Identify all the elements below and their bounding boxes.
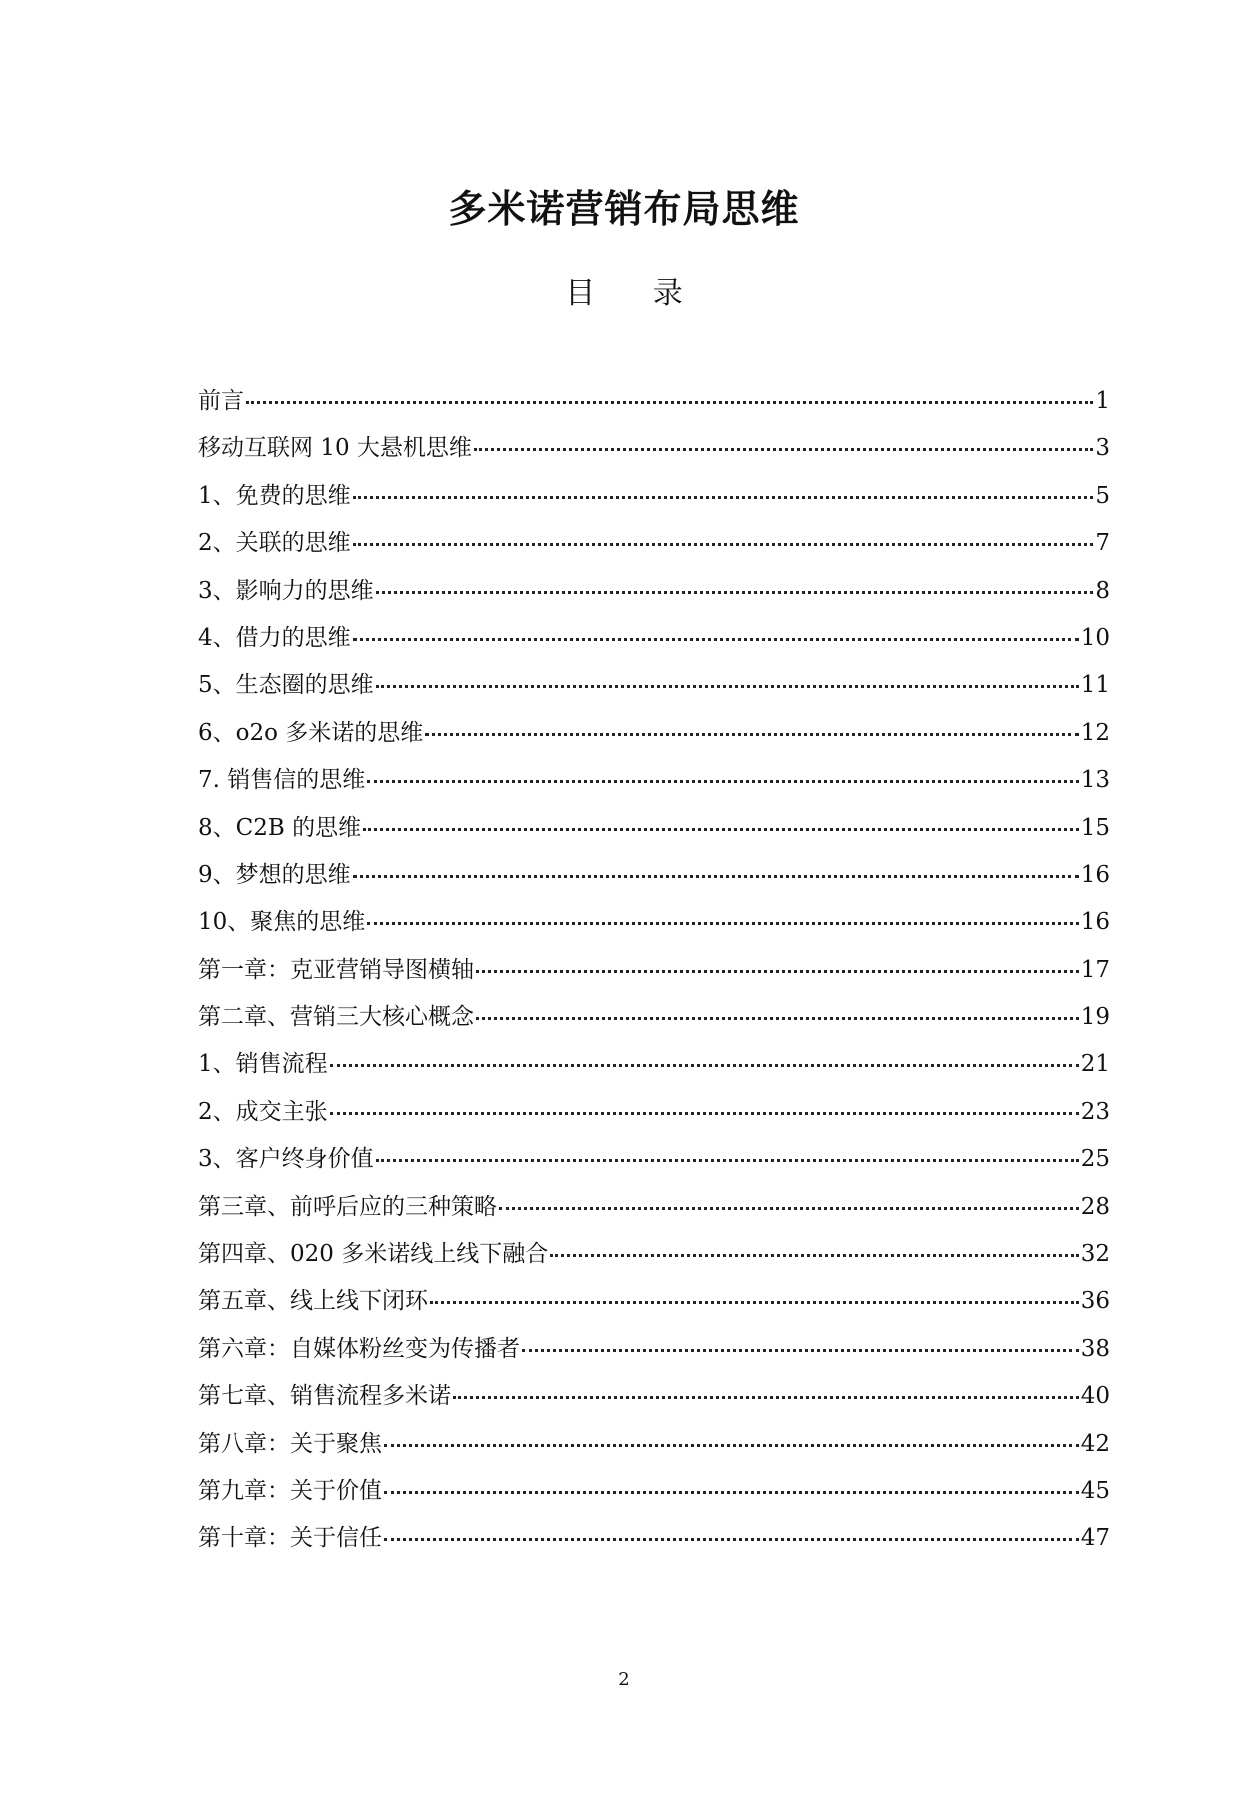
toc-entry[interactable]	[198, 1373, 1110, 1420]
toc-entry[interactable]	[198, 947, 1110, 994]
toc-entry-label: 1、销售流程	[198, 1051, 328, 1078]
toc-entry[interactable]	[198, 615, 1110, 662]
toc-entry-label: 第四章、020 多米诺线上线下融合	[198, 1241, 549, 1268]
toc-entry[interactable]	[198, 1184, 1110, 1231]
toc-entry[interactable]	[198, 710, 1110, 757]
toc-dot-leader	[476, 1017, 1079, 1020]
toc-entry[interactable]	[198, 1326, 1110, 1373]
toc-dot-leader	[353, 638, 1079, 641]
toc-dot-leader	[384, 1538, 1079, 1541]
toc-dot-leader	[367, 922, 1078, 925]
toc-entry-page: 32	[1080, 1241, 1110, 1268]
toc-dot-leader	[353, 543, 1094, 546]
toc-dot-leader	[430, 1301, 1079, 1304]
toc-entry-page: 42	[1080, 1430, 1110, 1457]
toc-entry-page: 40	[1080, 1383, 1110, 1410]
toc-entry[interactable]	[198, 1278, 1110, 1325]
toc-entry-label: 第九章：关于价值	[198, 1477, 382, 1504]
toc-dot-leader	[246, 401, 1093, 404]
toc-dot-leader	[476, 970, 1079, 973]
toc-entry-page: 5	[1095, 482, 1110, 509]
toc-entry[interactable]	[198, 757, 1110, 804]
toc-entry[interactable]	[198, 520, 1110, 567]
toc-entry[interactable]	[198, 852, 1110, 899]
page-number: 2	[618, 1669, 630, 1690]
toc-entry-label: 4、借力的思维	[198, 624, 351, 651]
toc-entry[interactable]	[198, 568, 1110, 615]
toc-entry-label: 第五章、线上线下闭环	[198, 1288, 428, 1315]
toc-dot-leader	[522, 1349, 1079, 1352]
toc-dot-leader	[499, 1207, 1079, 1210]
toc-entry-page: 16	[1080, 909, 1110, 936]
toc-entry[interactable]	[198, 805, 1110, 852]
toc-entry-label: 6、o2o 多米诺的思维	[198, 719, 424, 746]
toc-entry-label: 第二章、营销三大核心概念	[198, 1004, 474, 1031]
toc-dot-leader	[384, 1491, 1079, 1494]
toc-entry[interactable]	[198, 899, 1110, 946]
toc-entry[interactable]	[198, 1231, 1110, 1278]
toc-entry-page: 38	[1080, 1335, 1110, 1362]
toc-dot-leader	[330, 1064, 1079, 1067]
toc-entry-label: 2、成交主张	[198, 1098, 328, 1125]
toc-entry[interactable]	[198, 473, 1110, 520]
toc-dot-leader	[376, 1159, 1079, 1162]
toc-entry-page: 17	[1080, 956, 1110, 983]
toc-entry-label: 前言	[198, 388, 244, 414]
toc-entry-page: 13	[1080, 767, 1110, 794]
toc-entry-page: 28	[1080, 1193, 1110, 1220]
toc-entry-page: 8	[1095, 577, 1110, 604]
toc-dot-leader	[453, 1396, 1079, 1399]
toc-dot-leader	[353, 875, 1079, 878]
toc-entry[interactable]	[198, 994, 1110, 1041]
toc-dot-leader	[376, 685, 1079, 688]
toc-dot-leader	[474, 448, 1093, 451]
toc-entry-label: 第三章、前呼后应的三种策略	[198, 1193, 497, 1220]
toc-entry[interactable]	[198, 1041, 1110, 1088]
toc-entry-page: 16	[1080, 861, 1110, 888]
toc-heading: 目 录	[565, 276, 707, 311]
toc-entry-label: 移动互联网 10 大悬机思维	[198, 435, 472, 462]
toc-entry-page: 10	[1080, 624, 1110, 651]
toc-entry-label: 第一章：克亚营销导图横轴	[198, 956, 474, 983]
toc-entry[interactable]	[198, 662, 1110, 709]
toc-entry-label: 8、C2B 的思维	[198, 814, 362, 841]
toc-entry-page: 36	[1080, 1288, 1110, 1315]
toc-entry-label: 9、梦想的思维	[198, 861, 351, 888]
toc-dot-leader	[384, 1444, 1079, 1447]
table-of-contents	[198, 378, 1110, 1563]
toc-entry-page: 23	[1080, 1098, 1110, 1125]
toc-entry[interactable]	[198, 1136, 1110, 1183]
toc-dot-leader	[330, 1112, 1079, 1115]
toc-entry-label: 1、免费的思维	[198, 482, 351, 509]
toc-entry[interactable]	[198, 425, 1110, 472]
toc-dot-leader	[376, 591, 1094, 594]
toc-entry-label: 3、影响力的思维	[198, 577, 374, 604]
toc-entry-page: 3	[1095, 435, 1110, 462]
toc-entry-label: 10、聚焦的思维	[198, 909, 366, 936]
toc-entry-label: 7. 销售信的思维	[198, 767, 366, 794]
toc-entry-page: 15	[1080, 814, 1110, 841]
document-title: 多米诺营销布局思维	[448, 187, 800, 232]
toc-entry[interactable]	[198, 1515, 1110, 1562]
toc-dot-leader	[363, 828, 1079, 831]
toc-entry-page: 7	[1095, 530, 1110, 557]
toc-entry-label: 2、关联的思维	[198, 530, 351, 557]
toc-entry-page: 25	[1080, 1146, 1110, 1173]
toc-entry[interactable]	[198, 1089, 1110, 1136]
toc-entry-page: 1	[1095, 388, 1110, 414]
toc-dot-leader	[425, 733, 1078, 736]
toc-dot-leader	[367, 780, 1078, 783]
toc-entry-page: 21	[1080, 1051, 1110, 1078]
toc-entry-label: 第六章：自媒体粉丝变为传播者	[198, 1335, 520, 1362]
toc-entry-page: 45	[1080, 1477, 1110, 1504]
toc-entry[interactable]	[198, 1421, 1110, 1468]
toc-entry-page: 47	[1080, 1525, 1110, 1552]
toc-entry-page: 11	[1080, 672, 1110, 699]
toc-entry[interactable]	[198, 378, 1110, 425]
toc-entry-label: 第七章、销售流程多米诺	[198, 1383, 451, 1410]
toc-entry-label: 3、客户终身价值	[198, 1146, 374, 1173]
toc-entry-label: 5、生态圈的思维	[198, 672, 374, 699]
toc-dot-leader	[550, 1254, 1079, 1257]
toc-entry-label: 第十章：关于信任	[198, 1525, 382, 1552]
toc-entry-page: 12	[1080, 719, 1110, 746]
toc-dot-leader	[353, 496, 1094, 499]
toc-entry-page: 19	[1080, 1004, 1110, 1031]
toc-entry-label: 第八章：关于聚焦	[198, 1430, 382, 1457]
toc-entry[interactable]	[198, 1468, 1110, 1515]
